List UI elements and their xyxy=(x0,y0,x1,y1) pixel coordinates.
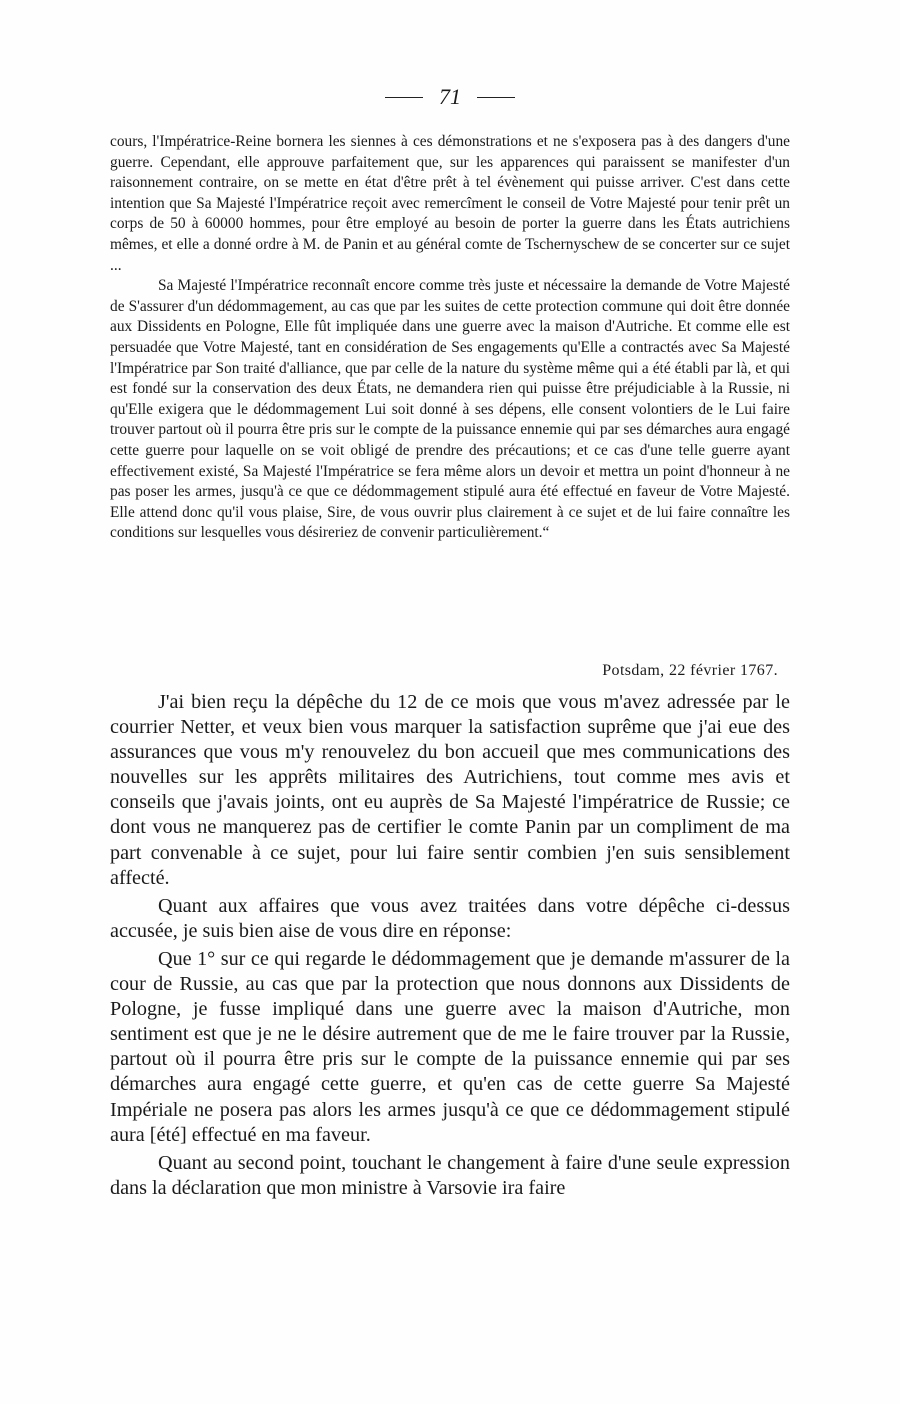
page-header xyxy=(0,84,900,110)
quoted-paragraph: cours, l'Impératrice-Reine bornera les siennes à ces démonstrations et ne s'exposera pas à des dangers d'une guerre. Cependant, elle approuve parfaitement que, sur les apparences qui paraissent se manifester d'un raisonnement contraire, on se mette en état d'être prêt à tel évènement qui puisse arriver. C'est dans cette intention que Sa Majesté l'Impératrice reçoit avec remercîment le conseil de Votre Majesté pour tenir prêt un corps de 50 à 60000 hommes, pour être employé au besoin de porter la guerre dans les États autrichiens mêmes, et elle a donné ordre à M. de Panin et au général comte de Tschernyschew de se concerter sur ce sujet ... xyxy=(110,133,790,274)
page-number: 71 xyxy=(439,84,461,109)
letter-body xyxy=(110,690,790,1204)
quoted-paragraph: Sa Majesté l'Impératrice reconnaît encore comme très juste et nécessaire la demande de Votre Majesté de S'assurer d'un dédommagement, au cas que par les suites de cette protection commune qui doit être donnée aux Dissidents en Pologne, Elle fût impliquée dans une guerre avec la maison d'Autriche. Et comme elle est persuadée que Votre Majesté, tant en considération de Ses engagements qu'Elle a contractés avec Sa Majesté l'Impératrice par Son traité d'alliance, que par celle de la nature du système même qui a été établi par là, et qui est fondé sur la conservation des deux États, ne demandera rien qui puisse être préjudiciable à la Russie, ni qu'Elle exigera que le dédommagement Lui soit donné à ses dépens, elle consent volontiers de le Lui faire trouver partout où il pourra être pris sur le compte de la puissance ennemie qui par ses démarches aura engagé cette guerre pour laquelle on se voit obligé de prendre des précautions; et ce cas d'une telle guerre ayant effectivement existé, Sa Majesté l'Impératrice se fera même alors un devoir et mettra un point d'honneur à ne pas poser les armes, jusqu'à ce que ce dédommagement stipulé aura été effectué en faveur de Votre Majesté. Elle attend donc qu'il vous plaise, Sire, de vous ouvrir plus clairement à ce sujet et de lui faire connaître les conditions sur lesquelles vous désireriez de convenir particulièrement.“ xyxy=(110,277,790,542)
quoted-letter xyxy=(110,132,790,544)
body-paragraph: Quant au second point, touchant le changement à faire d'une seule expression dans la déclaration que mon ministre à Varsovie ira faire xyxy=(110,1151,790,1199)
header-dash-left xyxy=(385,97,423,98)
dateline: Potsdam, 22 février 1767. xyxy=(602,662,778,679)
body-paragraph: Que 1° sur ce qui regarde le dédommagement que je demande m'assurer de la cour de Russie, au cas que par la protection que nous donnons aux Dissidents de Pologne, je fusse impliqué dans une guerre avec la maison d'Autriche, mon sentiment est que je ne le désire autrement que de me le faire trouver par la Russie, partout où il pourra être pris sur le compte de la puissance ennemie qui par ses démarches aura engagé cette guerre, et qu'en cas de cette guerre Sa Majesté Impériale ne posera pas alors les armes jusqu'à ce que ce dédommagement stipulé aura [été] effectué en ma faveur. xyxy=(110,947,790,1146)
body-paragraph: Quant aux affaires que vous avez traitées dans votre dépêche ci-dessus accusée, je suis bien aise de vous dire en réponse: xyxy=(110,894,790,942)
header-dash-right xyxy=(477,97,515,98)
body-paragraph: J'ai bien reçu la dépêche du 12 de ce mois que vous m'avez adressée par le courrier Netter, et veux bien vous marquer la satisfaction suprême que j'ai eue des assurances que vous m'y renouvelez du bon accueil que mes communications des nouvelles sur les apprêts militaires des Autrichiens, tout comme mes avis et conseils que j'avais joints, ont eu auprès de Sa Majesté l'impératrice de Russie; ce dont vous ne manquerez pas de certifier le comte Panin par un compliment de ma part convenable à ce sujet, pour lui faire sentir combien j'en suis sensiblement affecté. xyxy=(110,691,790,889)
